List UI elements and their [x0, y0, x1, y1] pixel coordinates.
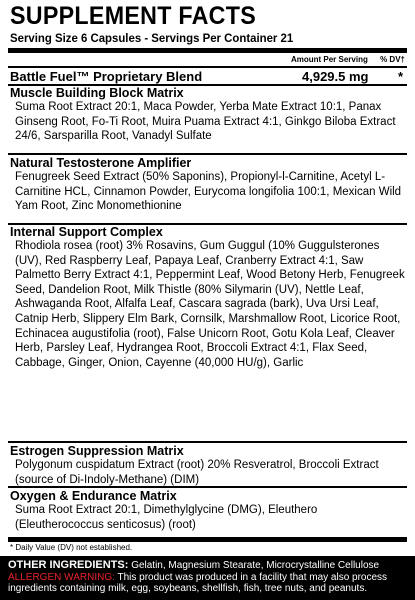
- divider: [8, 153, 407, 155]
- allergen-warning-text: This product was produced in a facility that may also process ingredients containing milk, egg, soybeans, shellfish, fish, tree nuts, and peanuts.: [8, 571, 388, 594]
- section-ingredients: Fenugreek Seed Extract (50% Saponins), Propionyl-l-Carnitine, Acetyl L-Carnitine HCL, Cinnamon Powder, Eurycoma longifolia 100:1, Mexican Wild Yam Root, Zinc Monomethionine: [15, 171, 402, 213]
- divider-thick: [8, 537, 407, 542]
- section-ingredients: Suma Root Extract 20:1, Maca Powder, Yerba Mate Extract 10:1, Panax Ginseng Root, Fo-Ti Root, Muira Puama Extract 4:1, Ginkgo Biloba Extract 24/6, Sarsparilla Root, Vanadyl Sulfate: [15, 101, 396, 143]
- section-title: Internal Support Complex: [10, 225, 163, 239]
- serving-info: Serving Size 6 Capsules - Servings Per Container 21: [10, 31, 294, 45]
- divider: [8, 486, 407, 488]
- divider: [8, 441, 407, 443]
- panel-title: SUPPLEMENT FACTS: [10, 2, 257, 30]
- blend-name: Battle Fuel™ Proprietary Blend: [10, 69, 203, 84]
- amount-header: [281, 55, 405, 64]
- section-testosterone: [10, 156, 405, 214]
- blend-dv: *: [397, 69, 403, 84]
- section-ingredients: Rhodiola rosea (root) 3% Rosavins, Gum Guggul (10% Guggulsterones (UV), Red Raspberry Leaf, Papaya Leaf, Cranberry Extract 4:1, Saw Palmetto Berry Extract 4:1, Peppermint Leaf, Wood Betony Herb, Fenugreek Seed, Dandelion Root, Milk Thistle (80% Silymarin (UV), Nettle Leaf, Ashwaganda Root, Alfalfa Leaf, Cascara sagrada (bark), Uva Ursi Leaf, Catnip Herb, Slippery Elm Bark, Cornsilk, Marshmallow Root, Licorice Root, Echinacea augustifolia (root), False Unicorn Root, Gotu Kola Leaf, Cleaver Herb, Parsley Leaf, Hydrangea Root, Broccoli Extract 4:1, Flax Seed, Cabbage, Ginger, Onion, Cayenne (40,000 HU/g), Garlic: [15, 240, 405, 369]
- section-title: Natural Testosterone Amplifier: [10, 156, 192, 170]
- section-title: Muscle Building Block Matrix: [10, 86, 184, 100]
- other-ingredients-block: [8, 560, 408, 595]
- other-ingredients-label: OTHER INGREDIENTS:: [8, 559, 129, 571]
- section-muscle-building: [10, 86, 405, 144]
- dv-footnote: * Daily Value (DV) not established.: [10, 543, 133, 552]
- section-title: Oxygen & Endurance Matrix: [10, 489, 177, 503]
- section-oxygen: [10, 489, 405, 532]
- section-ingredients: Suma Root Extract 20:1, Dimethylglycine (DMG), Eleuthero (Eleutherococcus senticosus) (root): [15, 504, 318, 531]
- blend-amount: 4,929.5 mg: [302, 69, 369, 84]
- section-internal-support: [10, 225, 405, 370]
- section-estrogen: [10, 444, 405, 487]
- divider-thick: [8, 48, 407, 53]
- dv-label: % DV†: [380, 55, 405, 64]
- section-title: Estrogen Suppression Matrix: [10, 444, 184, 458]
- allergen-warning-label: ALLERGEN WARNING:: [8, 571, 115, 583]
- divider: [8, 66, 407, 68]
- amount-per-serving-label: Amount Per Serving: [290, 55, 368, 64]
- other-ingredients-text: Gelatin, Magnesium Stearate, Microcrystalline Cellulose: [131, 560, 380, 571]
- section-ingredients: Polygonum cuspidatum Extract (root) 20% Resveratrol, Broccoli Extract (source of Di-Indoly-Methane) (DIM): [15, 459, 379, 486]
